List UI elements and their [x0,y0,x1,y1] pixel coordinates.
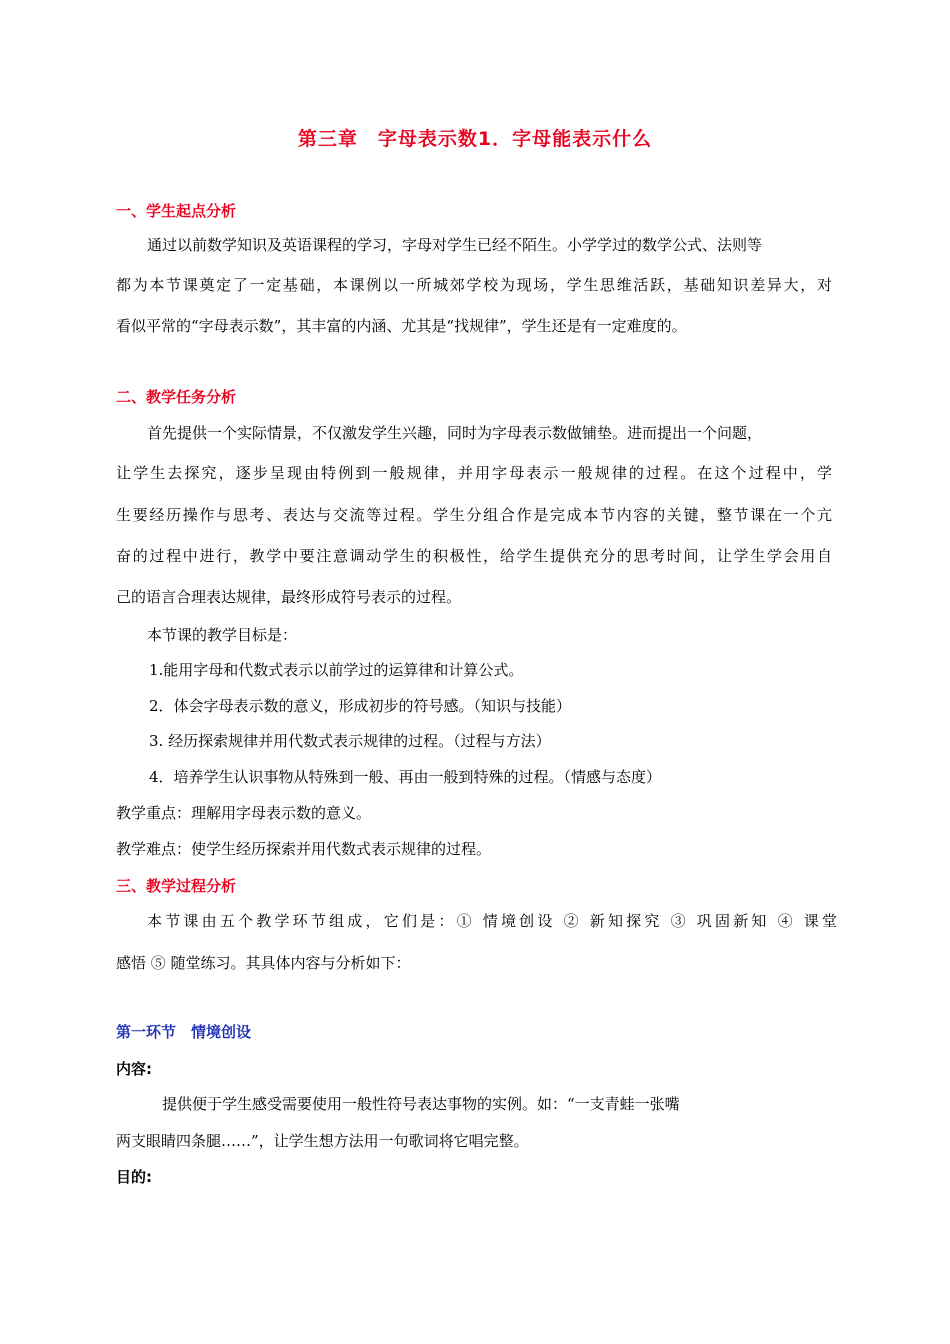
section-heading-student-analysis: 一、学生起点分析 [116,202,237,220]
goal-item: 1.能用字母和代数式表示以前学过的运算律和计算公式。 [149,661,524,679]
paragraph-line: 两支眼睛四条腿……”，让学生想方法用一句歌词将它唱完整。 [116,1132,529,1150]
stage-heading-scenario: 第一环节 情境创设 [116,1023,252,1041]
content-label: 内容: [116,1060,152,1078]
paragraph-line: 生要经历操作与思考、表达与交流等过程。学生分组合作是完成本节内容的关键，整节课在一个亢 [116,506,832,524]
purpose-label: 目的: [116,1168,152,1186]
goal-item: 2．体会字母表示数的意义，形成初步的符号感。（知识与技能） [149,697,572,715]
section-heading-process-analysis: 三、教学过程分析 [116,877,237,895]
section-heading-task-analysis: 二、教学任务分析 [116,388,237,406]
goals-intro: 本节课的教学目标是： [147,626,298,644]
paragraph-line: 让学生去探究，逐步呈现由特例到一般规律，并用字母表示一般规律的过程。在这个过程中，学 [116,464,832,482]
paragraph-line: 提供便于学生感受需要使用一般性符号表达事物的实例。如：“一支青蛙一张嘴 [162,1095,680,1113]
page-title: 第三章 字母表示数1．字母能表示什么 [297,128,653,150]
paragraph-line: 首先提供一个实际情景，不仅激发学生兴趣，同时为字母表示数做铺垫。进而提出一个问题， [147,424,763,442]
paragraph-line: 奋的过程中进行，教学中要注意调动学生的积极性，给学生提供充分的思考时间，让学生学会用自 [116,547,832,565]
goal-item: 4．培养学生认识事物从特殊到一般、再由一般到特殊的过程。（情感与态度） [149,768,662,786]
paragraph-line: 看似平常的“字母表示数”，其丰富的内涵、尤其是“找规律”，学生还是有一定难度的。 [116,317,687,335]
paragraph-line: 通过以前数学知识及英语课程的学习，字母对学生已经不陌生。小学学过的数学公式、法则等 [147,236,763,254]
goal-item: 3. 经历探索规律并用代数式表示规律的过程。（过程与方法） [149,732,551,750]
paragraph-line: 感悟 ⑤ 随堂练习。其具体内容与分析如下： [116,954,411,972]
difficulty-point: 教学难点：使学生经历探索并用代数式表示规律的过程。 [116,840,492,858]
key-point: 教学重点：理解用字母表示数的意义。 [116,804,372,822]
paragraph-line: 己的语言合理表达规律，最终形成符号表示的过程。 [116,588,462,606]
paragraph-line: 本节课由五个教学环节组成，它们是：① 情境创设 ② 新知探究 ③ 巩固新知 ④ 课堂 [147,912,837,930]
paragraph-line: 都为本节课奠定了一定基础，本课例以一所城郊学校为现场，学生思维活跃，基础知识差异大，对 [116,276,832,294]
